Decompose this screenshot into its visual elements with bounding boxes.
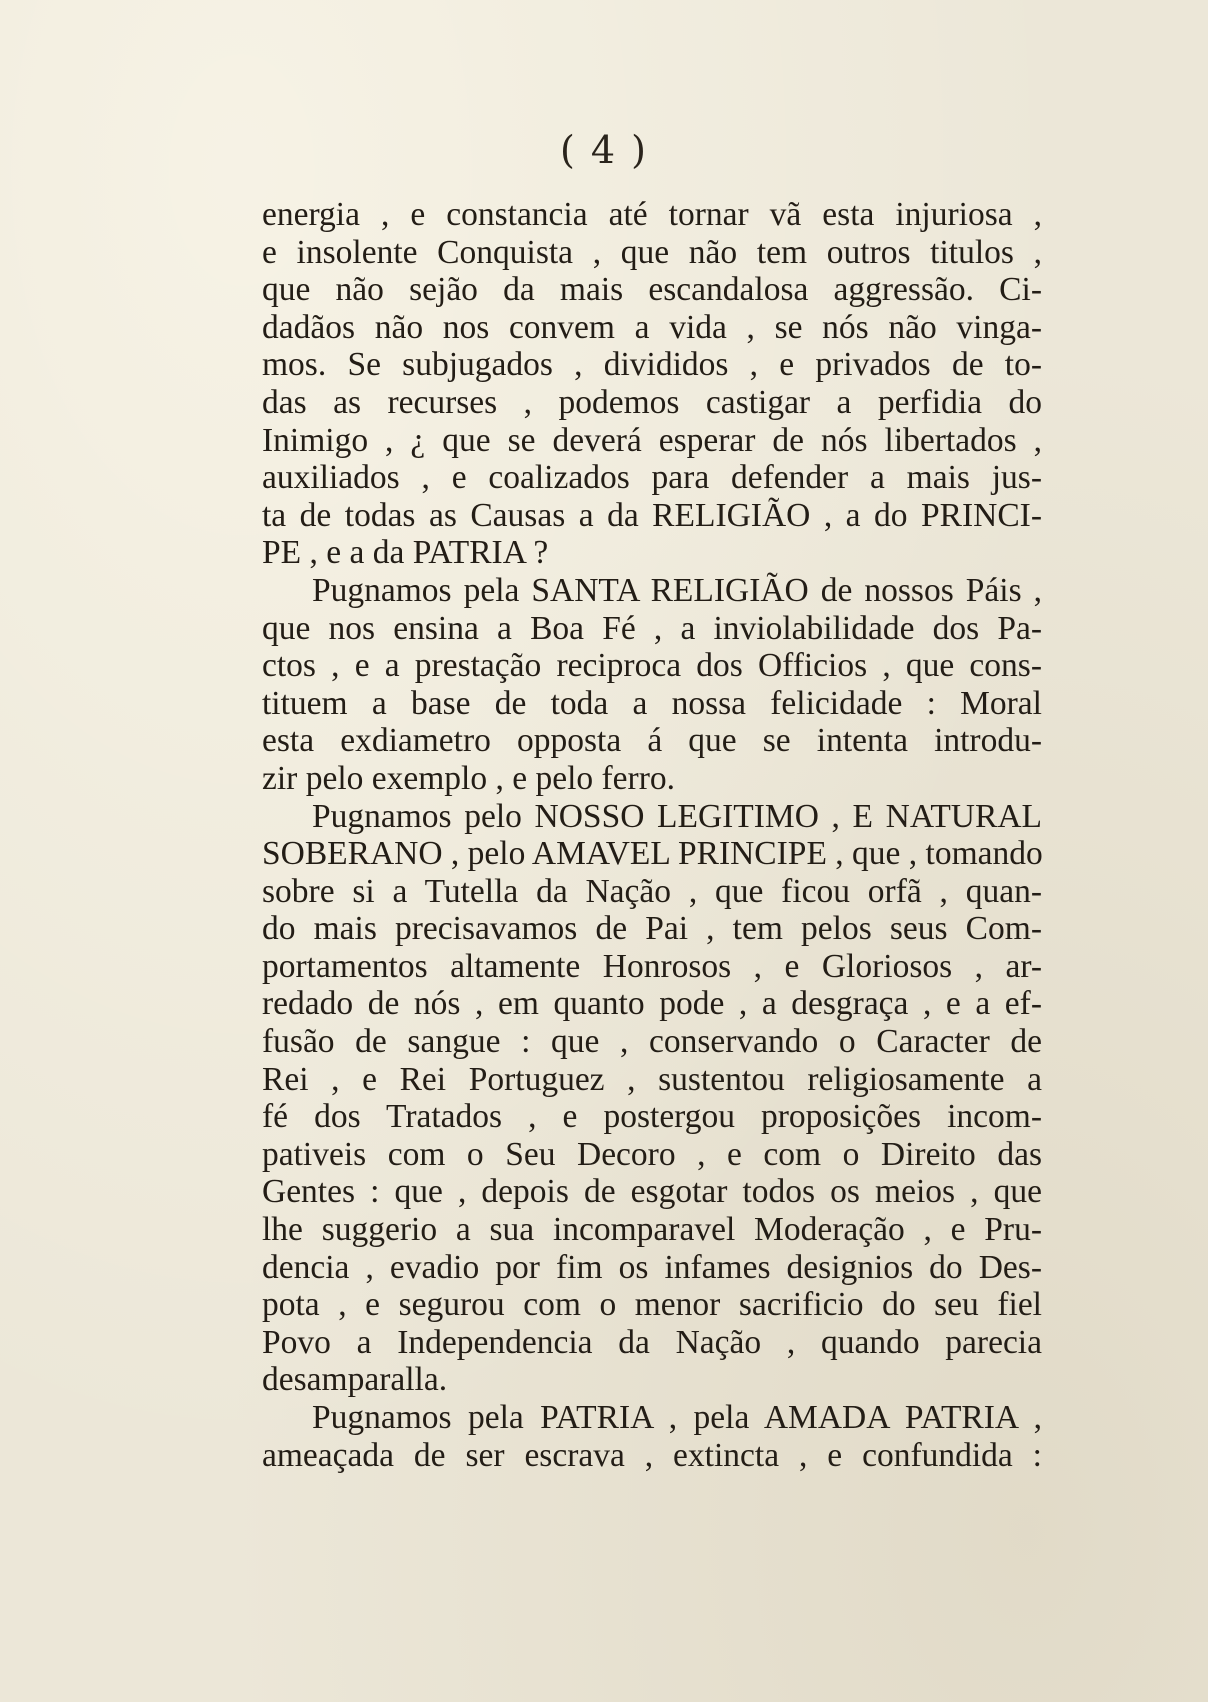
text-line: esta exdiametro opposta á que se intenta introdu- <box>262 722 1042 760</box>
text-line: desamparalla. <box>262 1361 448 1399</box>
text-line: sobre si a Tutella da Nação , que ficou orfã , quan- <box>262 872 1042 910</box>
text-line: dadãos não nos convem a vida , se nós não vinga- <box>262 308 1042 346</box>
text-line: dencia , evadio por fim os infames designios do Des- <box>262 1248 1042 1286</box>
text-line: pativeis com o Seu Decoro , e com o Direito das <box>262 1135 1042 1173</box>
text-line: das as recurses , podemos castigar a perfidia do <box>262 383 1042 421</box>
text-line: que não sejão da mais escandalosa aggressão. Ci- <box>262 271 1042 309</box>
page-number: ( 4 ) <box>560 128 648 172</box>
text-line: que nos ensina a Boa Fé , a inviolabilidade dos Pa- <box>262 609 1042 647</box>
text-line: Pugnamos pela SANTA RELIGIÃO de nossos Páis , <box>312 571 1042 609</box>
text-line: e insolente Conquista , que não tem outros titulos , <box>262 233 1042 271</box>
text-line: Pugnamos pela PATRIA , pela AMADA PATRIA , <box>312 1399 1042 1436</box>
text-line: Pugnamos pelo NOSSO LEGITIMO , E NATURAL <box>312 797 1042 835</box>
text-line: Gentes : que , depois de esgotar todos os meios , que <box>262 1173 1042 1211</box>
text-line: do mais precisavamos de Pai , tem pelos seus Com- <box>262 910 1042 948</box>
text-line: fusão de sangue : que , conservando o Caracter de <box>262 1023 1042 1061</box>
text-line: tituem a base de toda a nossa felicidade : Moral <box>262 684 1042 722</box>
text-line: ameaçada de ser escrava , extincta , e confundida : <box>262 1436 1042 1474</box>
text-line: zir pelo exemplo , e pelo ferro. <box>262 759 675 797</box>
text-line: redado de nós , em quanto pode , a desgraça , e a ef- <box>262 985 1042 1023</box>
body-text <box>262 196 1042 1474</box>
text-line: Povo a Independencia da Nação , quando parecia <box>262 1323 1042 1361</box>
text-line: Inimigo , ¿ que se deverá esperar de nós libertados , <box>262 421 1042 459</box>
text-line: ctos , e a prestação reciproca dos Officios , que cons- <box>262 647 1042 685</box>
text-line: pota , e segurou com o menor sacrificio do seu fiel <box>262 1286 1042 1324</box>
text-line: lhe suggerio a sua incomparavel Moderação , e Pru- <box>262 1211 1042 1249</box>
text-line: mos. Se subjugados , divididos , e privados de to- <box>262 346 1042 384</box>
text-line: portamentos altamente Honrosos , e Gloriosos , ar- <box>262 947 1042 985</box>
text-line: Rei , e Rei Portuguez , sustentou religiosamente a <box>262 1060 1042 1098</box>
text-line: PE , e a da PATRIA ? <box>262 534 549 572</box>
text-line: SOBERANO , pelo AMAVEL PRINCIPE , que , tomando <box>262 835 1043 873</box>
text-line: energia , e constancia até tornar vã esta injuriosa , <box>262 196 1042 233</box>
text-line: auxiliados , e coalizados para defender a mais jus- <box>262 459 1042 497</box>
text-line: ta de todas as Causas a da RELIGIÃO , a do PRINCI- <box>262 496 1042 534</box>
text-line: fé dos Tratados , e postergou proposições incom- <box>262 1098 1042 1136</box>
